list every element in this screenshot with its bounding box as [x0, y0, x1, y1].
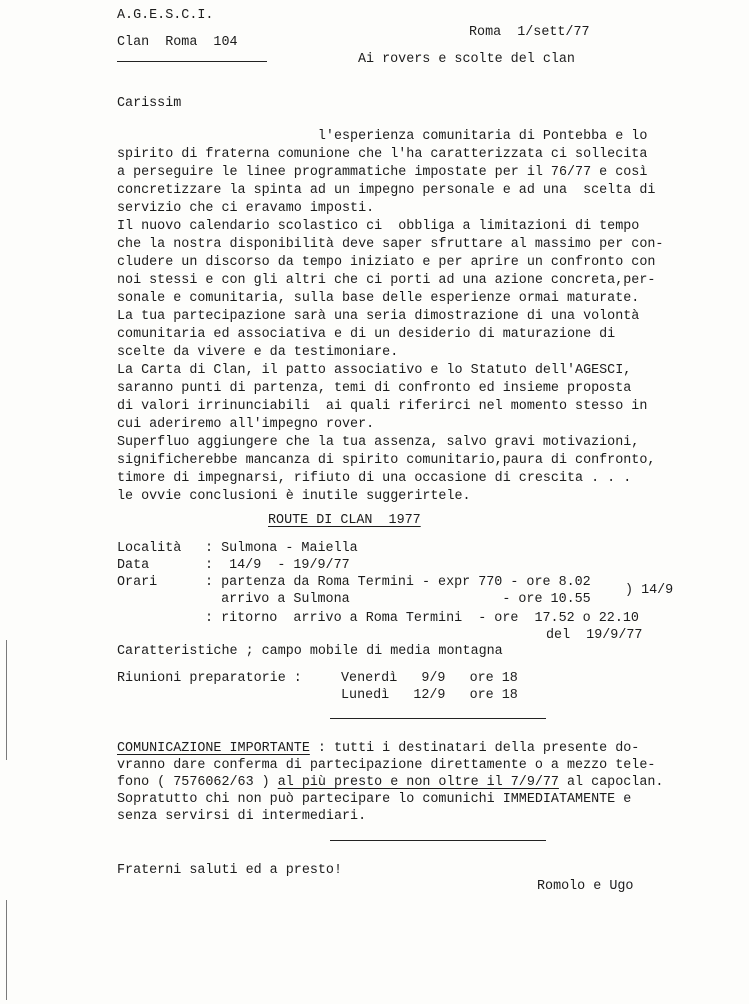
body-line: saranno punti di partenza, temi di confronto ed insieme proposta: [117, 381, 632, 396]
body-line: Il nuovo calendario scolastico ci obbliga a limitazioni di tempo: [117, 219, 640, 234]
scan-edge-mark: [6, 900, 7, 1000]
localita-value: : Sulmona - Maiella: [205, 541, 358, 556]
localita-label: Località: [117, 541, 182, 556]
riunioni-label: Riunioni preparatorie :: [117, 671, 302, 686]
body-line: timore di impegnarsi, rifiuto di una occasione di crescita . . .: [117, 471, 632, 486]
riunioni-monday: Lunedì 12/9 ore 18: [341, 688, 518, 703]
orari-label: Orari: [117, 575, 158, 590]
body-line: sonale e comunitaria, sulla base delle esperienze ormai maturate.: [117, 291, 640, 306]
body-line: La tua partecipazione sarà una seria dimostrazione di una volontà: [117, 309, 640, 324]
header-divider: [117, 61, 267, 62]
notice-line: Sopratutto chi non può partecipare lo comunichi IMMEDIATAMENTE e: [117, 792, 632, 807]
body-line: a perseguire le linee programmatiche impostate per il 76/77 e così: [117, 165, 648, 180]
body-line: noi stessi e con gli altri che ci porti ad una azione concreta,per-: [117, 273, 656, 288]
notice-line: [117, 740, 639, 757]
notice-line: senza servirsi di intermediari.: [117, 809, 367, 824]
body-line: significherebbe mancanza di spirito comunitario,paura di confronto,: [117, 453, 656, 468]
recipients-line: Ai rovers e scolte del clan: [358, 52, 575, 67]
body-line: cui aderiremo all'impegno rover.: [117, 417, 375, 432]
body-line: cludere un discorso da tempo iniziato e per aprire un confronto con: [117, 255, 656, 270]
closing-greeting: Fraterni saluti ed a presto!: [117, 863, 342, 878]
orari-return-date: del 19/9/77: [546, 628, 643, 643]
notice-heading: COMUNICAZIONE IMPORTANTE: [117, 741, 310, 756]
notice-line: [117, 774, 663, 791]
notice-line: vranno dare conferma di partecipazione direttamente o a mezzo tele-: [117, 758, 656, 773]
body-line: che la nostra disponibilità deve saper sfruttare al massimo per con-: [117, 237, 664, 252]
body-line: La Carta di Clan, il patto associativo e lo Statuto dell'AGESCI,: [117, 363, 632, 378]
body-line: di valori irrinunciabili ai quali riferirci nel momento stesso in: [117, 399, 648, 414]
salutation: Carissim: [117, 96, 182, 111]
body-line: comunitaria ed associativa e di un desiderio di maturazione di: [117, 327, 616, 342]
body-line: l'esperienza comunitaria di Pontebba e lo: [117, 129, 648, 144]
data-value: : 14/9 - 19/9/77: [205, 558, 350, 573]
data-label: Data: [117, 558, 150, 573]
notice-line-rest: : tutti i destinatari della presente do-: [309, 741, 640, 756]
body-line: spirito di fraterna comunione che l'ha caratterizzata ci sollecita: [117, 147, 648, 162]
section-divider: [330, 718, 546, 719]
notice-phone: fono ( 7576062/63 ): [117, 775, 278, 790]
notice-deadline: al più presto e non oltre il 7/9/77: [277, 775, 559, 790]
riunioni-friday: Venerdì 9/9 ore 18: [341, 671, 518, 686]
orari-departure: : partenza da Roma Termini - expr 770 - ore 8.02: [205, 575, 591, 590]
clan-name: Clan Roma 104: [117, 35, 238, 50]
section-divider: [330, 840, 546, 841]
notice-line-end: al capoclan.: [558, 775, 664, 790]
letter-date: Roma 1/sett/77: [469, 25, 590, 40]
route-title: ROUTE DI CLAN 1977: [268, 513, 421, 528]
body-line: concretizzare la spinta ad un impegno personale e ad una scelta di: [117, 183, 656, 198]
body-line: servizio che ci eravamo imposti.: [117, 201, 375, 216]
signature: Romolo e Ugo: [537, 879, 634, 894]
org-name: A.G.E.S.C.I.: [117, 8, 214, 23]
orari-return: : ritorno arrivo a Roma Termini - ore 17.52 o 22.10: [205, 611, 639, 626]
orari-arrival: arrivo a Sulmona - ore 10.55: [205, 592, 591, 607]
body-line: Superfluo aggiungere che la tua assenza, salvo gravi motivazioni,: [117, 435, 640, 450]
scan-edge-mark: [6, 640, 7, 760]
body-line: scelte da vivere e da testimoniare.: [117, 345, 399, 360]
orari-date-bracket: ) 14/9: [625, 583, 674, 598]
caratteristiche-line: Caratteristiche ; campo mobile di media montagna: [117, 644, 503, 659]
body-line: le ovvie conclusioni è inutile suggerirtele.: [117, 489, 471, 504]
